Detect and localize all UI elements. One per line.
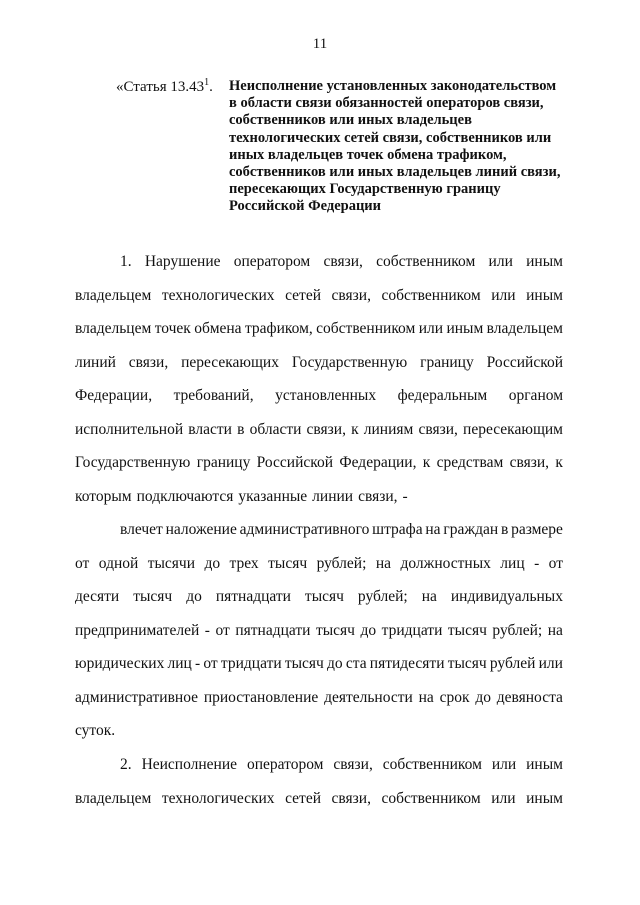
word: требований, bbox=[173, 387, 254, 404]
word: рублей; bbox=[357, 588, 408, 605]
word: связи, bbox=[331, 789, 371, 807]
word: федеральным bbox=[397, 387, 488, 404]
word: от bbox=[75, 554, 90, 572]
word: связи, bbox=[509, 454, 550, 471]
paragraph-line bbox=[75, 782, 563, 816]
word: к bbox=[555, 454, 563, 471]
paragraph-line bbox=[75, 379, 563, 413]
word: граждан bbox=[443, 521, 499, 538]
word: указанные bbox=[238, 487, 308, 505]
word: Неисполнение bbox=[141, 756, 238, 773]
word: линии bbox=[312, 487, 354, 505]
paragraph-line bbox=[75, 647, 563, 681]
article-title: Неисполнение установленных законодательством в области связи обязанностей операторов связи, собственников или иных владельцев технологических сетей связи, собственников или иных владельцев точек обмена трафиком, собственников или иных владельцев линий связи, пересекающих Государственную границу Российской Федерации bbox=[229, 78, 561, 215]
word: владельцем bbox=[486, 320, 563, 337]
word: юридических bbox=[75, 655, 165, 672]
paragraph-1 bbox=[75, 245, 563, 513]
word: на bbox=[421, 588, 437, 605]
word: иным bbox=[526, 756, 563, 773]
word: пересекающим bbox=[463, 420, 563, 438]
word: связи, bbox=[128, 353, 169, 371]
word: тысяч bbox=[447, 621, 487, 639]
word: собственником bbox=[381, 789, 481, 807]
paragraph-line bbox=[75, 480, 563, 514]
word: Нарушение bbox=[144, 253, 221, 270]
word: Государственную bbox=[291, 353, 408, 371]
word: тысяч bbox=[447, 655, 487, 672]
word: иным bbox=[446, 320, 484, 337]
word: приостановление bbox=[203, 688, 319, 706]
word: Федерации, bbox=[75, 387, 153, 404]
paragraph-line bbox=[75, 714, 563, 748]
word: девяноста bbox=[496, 688, 563, 706]
paragraph-line bbox=[75, 513, 563, 547]
paragraph-line bbox=[75, 681, 563, 715]
article-label bbox=[116, 78, 213, 96]
word: или bbox=[491, 286, 516, 304]
word: 2. bbox=[120, 756, 132, 773]
word: владельцем bbox=[75, 789, 152, 807]
word: на bbox=[418, 688, 434, 706]
word: собственником bbox=[382, 756, 482, 773]
word: или bbox=[418, 320, 444, 337]
word: технологических bbox=[161, 286, 275, 304]
paragraph-line bbox=[75, 580, 563, 614]
word: владельцем bbox=[75, 320, 152, 337]
word: от bbox=[548, 554, 563, 572]
word: к bbox=[422, 454, 431, 471]
word: связи, bbox=[306, 420, 346, 438]
word: индивидуальных bbox=[450, 588, 563, 605]
word: или bbox=[488, 253, 513, 270]
word: подключаются bbox=[136, 487, 234, 505]
word: в bbox=[500, 521, 509, 538]
word: трафиком, bbox=[244, 320, 313, 337]
word: установленных bbox=[275, 387, 377, 404]
word: точек bbox=[154, 320, 191, 337]
word: срок bbox=[439, 688, 470, 706]
word: сетей bbox=[285, 789, 321, 807]
word: власти bbox=[188, 420, 232, 438]
word: собственником bbox=[316, 320, 416, 337]
word: обмена bbox=[194, 320, 242, 337]
word: должностных bbox=[400, 554, 491, 572]
word: предпринимателей bbox=[75, 621, 200, 639]
word: тысяч bbox=[268, 554, 308, 572]
word: лиц bbox=[500, 554, 525, 572]
paragraph-line bbox=[75, 279, 563, 313]
word: суток. bbox=[75, 722, 116, 739]
paragraph-line bbox=[75, 748, 563, 782]
word: - bbox=[534, 554, 540, 572]
word: от bbox=[203, 655, 218, 672]
word: или bbox=[491, 756, 517, 773]
word: трех bbox=[229, 554, 259, 572]
word: пятнадцати bbox=[235, 621, 311, 639]
word: сетей bbox=[285, 286, 321, 304]
paragraph-line bbox=[75, 614, 563, 648]
word: ста bbox=[345, 655, 367, 672]
word: пятнадцати bbox=[215, 588, 291, 605]
word: технологических bbox=[161, 789, 275, 807]
paragraph-line bbox=[75, 547, 563, 581]
word: собственником bbox=[376, 253, 476, 270]
word: административного bbox=[239, 521, 370, 538]
word: или bbox=[538, 655, 563, 672]
article-label-text: «Статья 13.43 bbox=[116, 79, 205, 95]
paragraph-3 bbox=[75, 748, 563, 815]
word: до bbox=[360, 621, 377, 639]
word: тысяч bbox=[304, 588, 344, 605]
word: Российской bbox=[256, 454, 334, 471]
word: Российской bbox=[486, 353, 563, 371]
word: - bbox=[402, 487, 408, 505]
paragraph-line bbox=[75, 312, 563, 346]
word: тридцати bbox=[381, 621, 443, 639]
word: связи, bbox=[418, 420, 458, 438]
paragraph-line bbox=[75, 413, 563, 447]
word: собственником bbox=[381, 286, 481, 304]
word: линиям bbox=[363, 420, 414, 438]
word: деятельности bbox=[324, 688, 413, 706]
word: размере bbox=[511, 521, 563, 538]
word: или bbox=[491, 789, 516, 807]
word: до bbox=[186, 588, 202, 605]
word: от bbox=[215, 621, 230, 639]
word: границу bbox=[420, 353, 474, 371]
word: оператором bbox=[233, 253, 311, 270]
word: до bbox=[327, 655, 343, 672]
article-label-superscript: 1 bbox=[204, 77, 210, 88]
word: линий bbox=[75, 353, 116, 371]
word: иным bbox=[526, 253, 563, 270]
word: органом bbox=[508, 387, 563, 404]
word: десяти bbox=[75, 588, 120, 605]
article-label-suffix: . bbox=[209, 79, 213, 95]
word: рублей bbox=[489, 655, 536, 672]
word: в bbox=[237, 420, 245, 438]
word: владельцем bbox=[75, 286, 152, 304]
word: 1. bbox=[120, 253, 132, 270]
word: границу bbox=[196, 454, 251, 471]
word: на bbox=[425, 521, 441, 538]
word: штрафа bbox=[372, 521, 423, 538]
word: Федерации, bbox=[339, 454, 417, 471]
paragraph-2 bbox=[75, 513, 563, 748]
word: тысячи bbox=[147, 554, 196, 572]
word: одной bbox=[98, 554, 139, 572]
word: влечет bbox=[120, 521, 163, 538]
word: связи, bbox=[333, 756, 373, 773]
word: на bbox=[375, 554, 391, 572]
word: средствам bbox=[436, 454, 504, 471]
word: до bbox=[475, 688, 491, 706]
word: связи, bbox=[331, 286, 371, 304]
word: до bbox=[204, 554, 221, 572]
word: на bbox=[547, 621, 563, 639]
word: которым bbox=[75, 487, 132, 505]
word: административное bbox=[75, 688, 199, 706]
word: - bbox=[195, 655, 201, 672]
word: тысяч bbox=[284, 655, 324, 672]
word: тридцати bbox=[220, 655, 282, 672]
word: оператором bbox=[246, 756, 324, 773]
word: связи, bbox=[358, 487, 398, 505]
word: связи, bbox=[323, 253, 363, 270]
word: иным bbox=[526, 789, 563, 807]
word: пятидесяти bbox=[369, 655, 445, 672]
word: наложение bbox=[165, 521, 237, 538]
word: Государственную bbox=[75, 454, 191, 471]
paragraph-line bbox=[75, 346, 563, 380]
word: рублей; bbox=[316, 554, 367, 572]
word: иным bbox=[526, 286, 563, 304]
word: - bbox=[204, 621, 210, 639]
paragraph-line bbox=[75, 245, 563, 279]
page-number: 11 bbox=[312, 36, 328, 52]
word: к bbox=[351, 420, 359, 438]
word: тысяч bbox=[315, 621, 355, 639]
word: исполнительной bbox=[75, 420, 184, 438]
word: пересекающих bbox=[181, 353, 279, 371]
word: лиц bbox=[167, 655, 192, 672]
paragraph-line bbox=[75, 446, 563, 480]
word: рублей; bbox=[492, 621, 543, 639]
word: тысяч bbox=[133, 588, 173, 605]
word: области bbox=[249, 420, 302, 438]
